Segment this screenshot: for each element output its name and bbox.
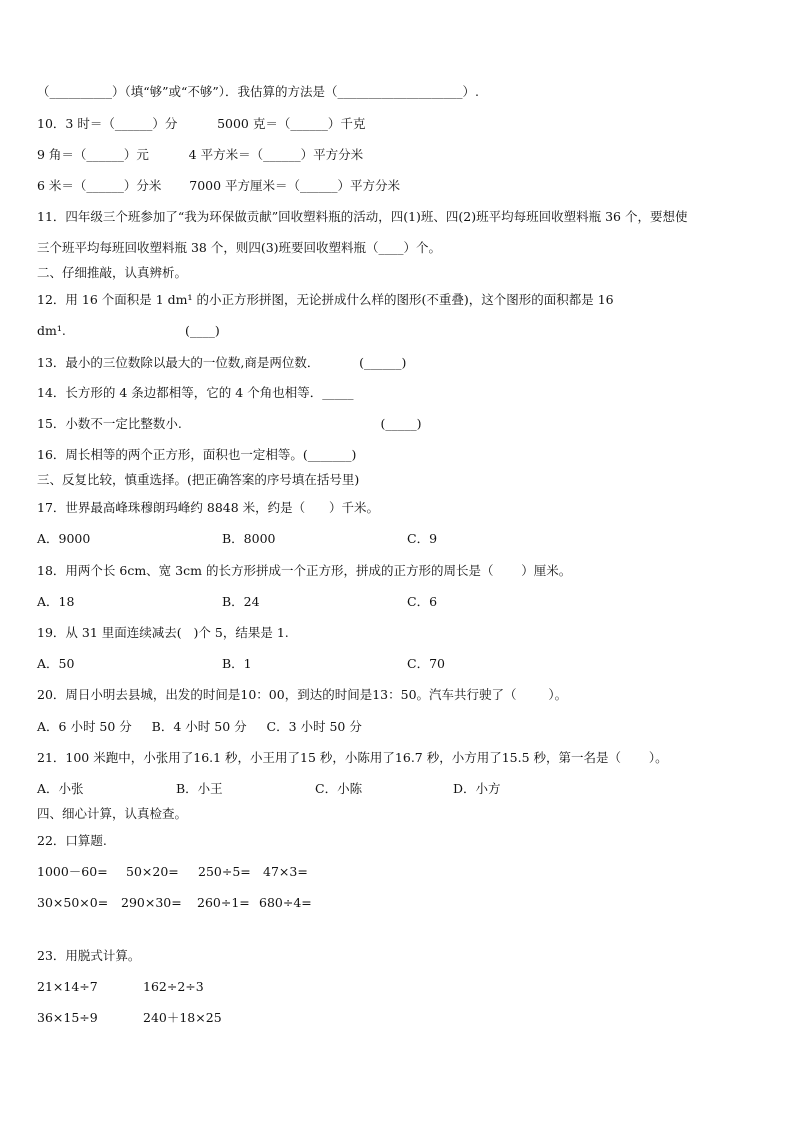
question-21: 21．100 米跑中，小张用了16.1 秒，小王用了15 秒，小陈用了16.7 秒，小方用了15.5 秒，第一名是（ ）。 (37, 750, 668, 765)
q18-option-c: C．6 (407, 594, 438, 609)
question-10-line-2: 9 角＝（______）元 4 平方米＝（______）平方分米 (37, 147, 364, 162)
question-23: 23．用脱式计算。 (37, 948, 141, 963)
q21-option-d: D．小方 (453, 781, 501, 796)
q20-options: A．6 小时 50 分 B．4 小时 50 分 C．3 小时 50 分 (37, 719, 362, 734)
oral-item: 1000－60= (37, 864, 108, 879)
oral-item: 290×30= (121, 895, 182, 910)
calc-item: 21×14÷7 (37, 979, 98, 994)
q18-option-b: B．24 (222, 594, 260, 609)
oral-item: 260÷1= (197, 895, 250, 910)
calc-item: 162÷2÷3 (143, 979, 204, 994)
q17-option-a: A．9000 (37, 531, 91, 546)
q19-option-c: C．70 (407, 656, 445, 671)
q21-option-b: B．小王 (176, 781, 223, 796)
question-10-line-3: 6 米＝（______）分米 7000 平方厘米＝（______）平方分米 (37, 178, 401, 193)
q19-option-a: A．50 (37, 656, 75, 671)
question-13: 13．最小的三位数除以最大的一位数,商是两位数． (______) (37, 355, 407, 370)
section-2-heading: 二、仔细推敲，认真辨析。 (37, 265, 188, 280)
oral-item: 250÷5= (198, 864, 251, 879)
q17-option-c: C．9 (407, 531, 438, 546)
question-12-line-2: dm¹. (____) (37, 323, 220, 338)
q19-option-b: B．1 (222, 656, 252, 671)
question-15: 15．小数不一定比整数小. (_____) (37, 416, 422, 431)
oral-item: 50×20= (126, 864, 179, 879)
question-19: 19．从 31 里面连续减去( )个 5，结果是 1. (37, 625, 289, 640)
calc-item: 36×15÷9 (37, 1010, 98, 1025)
question-22: 22．口算题. (37, 833, 107, 848)
q21-option-c: C．小陈 (315, 781, 363, 796)
question-11-line-2: 三个班平均每班回收塑料瓶 38 个，则四(3)班要回收塑料瓶（____）个。 (37, 240, 442, 255)
question-12-line-1: 12．用 16 个面积是 1 dm¹ 的小正方形拼图，无论拼成什么样的图形(不重叠)，这个图形的面积都是 16 (37, 292, 614, 307)
question-16: 16．周长相等的两个正方形，面积也一定相等。(_______) (37, 447, 357, 462)
calc-item: 240＋18×25 (143, 1010, 222, 1025)
q18-option-a: A．18 (37, 594, 75, 609)
q17-option-b: B．8000 (222, 531, 276, 546)
question-10-line-1: 10．3 时＝（______）分 5000 克＝（______）千克 (37, 116, 366, 131)
estimate-line: （__________）（填“够”或“不够”）．我估算的方法是（____________________）. (37, 84, 480, 99)
oral-item: 47×3= (263, 864, 308, 879)
question-18: 18．用两个长 6cm、宽 3cm 的长方形拼成一个正方形，拼成的正方形的周长是（ ）厘米。 (37, 563, 572, 578)
section-4-heading: 四、细心计算，认真检查。 (37, 806, 188, 821)
question-17: 17．世界最高峰珠穆朗玛峰约 8848 米，约是（ ）千米。 (37, 500, 380, 515)
section-3-heading: 三、反复比较，慎重选择。(把正确答案的序号填在括号里) (37, 472, 360, 487)
question-14: 14．长方形的 4 条边都相等，它的 4 个角也相等．_____ (37, 385, 354, 400)
question-20: 20．周日小明去县城，出发的时间是10：00，到达的时间是13：50。汽车共行驶了（ ）。 (37, 687, 568, 702)
question-11-line-1: 11．四年级三个班参加了“我为环保做贡献”回收塑料瓶的活动，四(1)班、四(2)班平均每班回收塑料瓶 36 个，要想使 (37, 209, 688, 224)
oral-item: 30×50×0= (37, 895, 109, 910)
q21-option-a: A．小张 (37, 781, 84, 796)
oral-item: 680÷4= (259, 895, 312, 910)
